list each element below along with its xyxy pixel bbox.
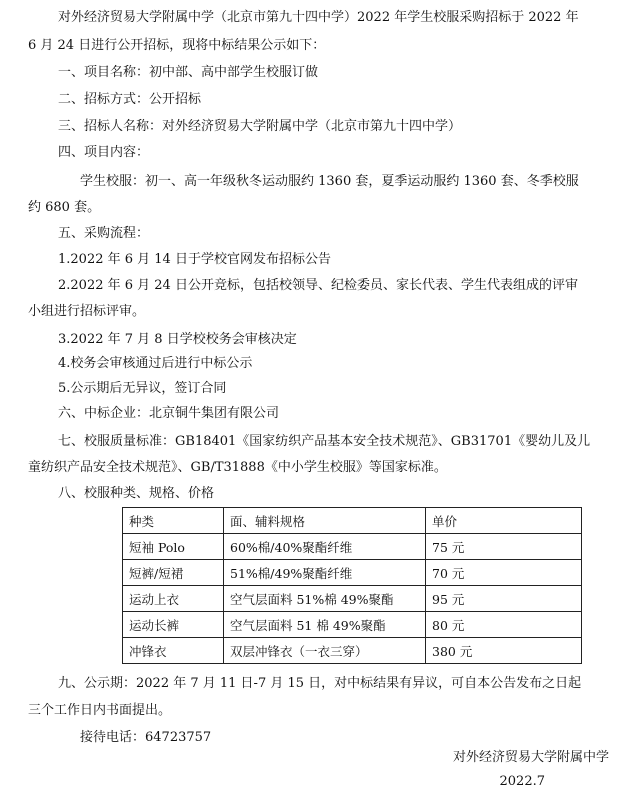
item-publicity-period-1: 九、公示期：2022 年 7 月 11 日-7 月 15 日，对中标结果有异议，可自本公告发布之日起 xyxy=(58,676,582,691)
cell-price: 95 元 xyxy=(426,586,582,612)
item-tenderer: 三、招标人名称：对外经济贸易大学附属中学（北京市第九十四中学） xyxy=(58,119,462,134)
procurement-step-4: 4.校务会审核通过后进行中标公示 xyxy=(58,356,253,371)
procurement-step-2-line-1: 2.2022 年 6 月 24 日公开竞标，包括校领导、纪检委员、家长代表、学生代表组成的评审 xyxy=(58,278,578,293)
uniform-spec-table xyxy=(122,507,582,664)
cell-spec: 51%棉/49%聚酯纤维 xyxy=(224,560,426,586)
item-quality-standard-2: 童纺织产品安全技术规范》、GB/T31888《中小学生校服》等国家标准。 xyxy=(28,460,447,475)
cell-price: 80 元 xyxy=(426,612,582,638)
table-row xyxy=(123,638,582,664)
signature-organization: 对外经济贸易大学附属中学 xyxy=(452,750,609,765)
cell-spec: 60%棉/40%聚酯纤维 xyxy=(224,534,426,560)
table-header-row xyxy=(123,508,582,534)
item-uniform-types-heading: 八、校服种类、规格、价格 xyxy=(58,486,215,501)
item-content-heading: 四、项目内容： xyxy=(58,145,150,160)
item-project-name: 一、项目名称：初中部、高中部学生校服订做 xyxy=(58,65,319,80)
intro-line-2: 6 月 24 日进行公开招标，现将中标结果公示如下： xyxy=(28,38,326,53)
header-cell-spec: 面、辅料规格 xyxy=(224,508,426,534)
cell-type: 冲锋衣 xyxy=(123,638,224,664)
table-row xyxy=(123,586,582,612)
table-row xyxy=(123,612,582,638)
cell-price: 380 元 xyxy=(426,638,582,664)
header-cell-price: 单价 xyxy=(426,508,582,534)
procurement-step-1: 1.2022 年 6 月 14 日于学校官网发布招标公告 xyxy=(58,252,331,267)
signature-date: 2022.7 xyxy=(499,774,545,789)
cell-spec: 双层冲锋衣（一衣三穿） xyxy=(224,638,426,664)
item-procurement-heading: 五、采购流程： xyxy=(58,226,150,241)
procurement-step-5: 5.公示期后无异议，签订合同 xyxy=(58,381,227,396)
cell-type: 短裤/短裙 xyxy=(123,560,224,586)
item-quality-standard-1: 七、校服质量标准：GB18401《国家纺织产品基本安全技术规范》、GB31701《婴幼儿及儿 xyxy=(58,434,591,449)
cell-price: 75 元 xyxy=(426,534,582,560)
procurement-step-2-line-2: 小组进行招标评审。 xyxy=(28,304,146,319)
table-row xyxy=(123,534,582,560)
item-content-detail-1: 学生校服：初一、高一年级秋冬运动服约 1360 套，夏季运动服约 1360 套、冬季校服 xyxy=(80,174,579,189)
contact-phone: 接待电话：64723757 xyxy=(80,730,212,745)
cell-price: 70 元 xyxy=(426,560,582,586)
item-publicity-period-2: 三个工作日内书面提出。 xyxy=(28,703,172,718)
cell-spec: 空气层面料 51%棉 49%聚酯 xyxy=(224,586,426,612)
cell-type: 运动长裤 xyxy=(123,612,224,638)
intro-line-1: 对外经济贸易大学附属中学（北京市第九十四中学）2022 年学生校服采购招标于 2022 年 xyxy=(58,10,579,25)
procurement-step-3: 3.2022 年 7 月 8 日学校校务会审核决定 xyxy=(58,332,297,347)
cell-type: 短袖 Polo xyxy=(123,534,224,560)
header-cell-type: 种类 xyxy=(123,508,224,534)
cell-type: 运动上衣 xyxy=(123,586,224,612)
item-winning-company: 六、中标企业：北京铜牛集团有限公司 xyxy=(58,406,280,421)
item-bid-method: 二、招标方式：公开招标 xyxy=(58,92,202,107)
item-content-detail-2: 约 680 套。 xyxy=(28,200,101,215)
cell-spec: 空气层面料 51 棉 49%聚酯 xyxy=(224,612,426,638)
table-row xyxy=(123,560,582,586)
